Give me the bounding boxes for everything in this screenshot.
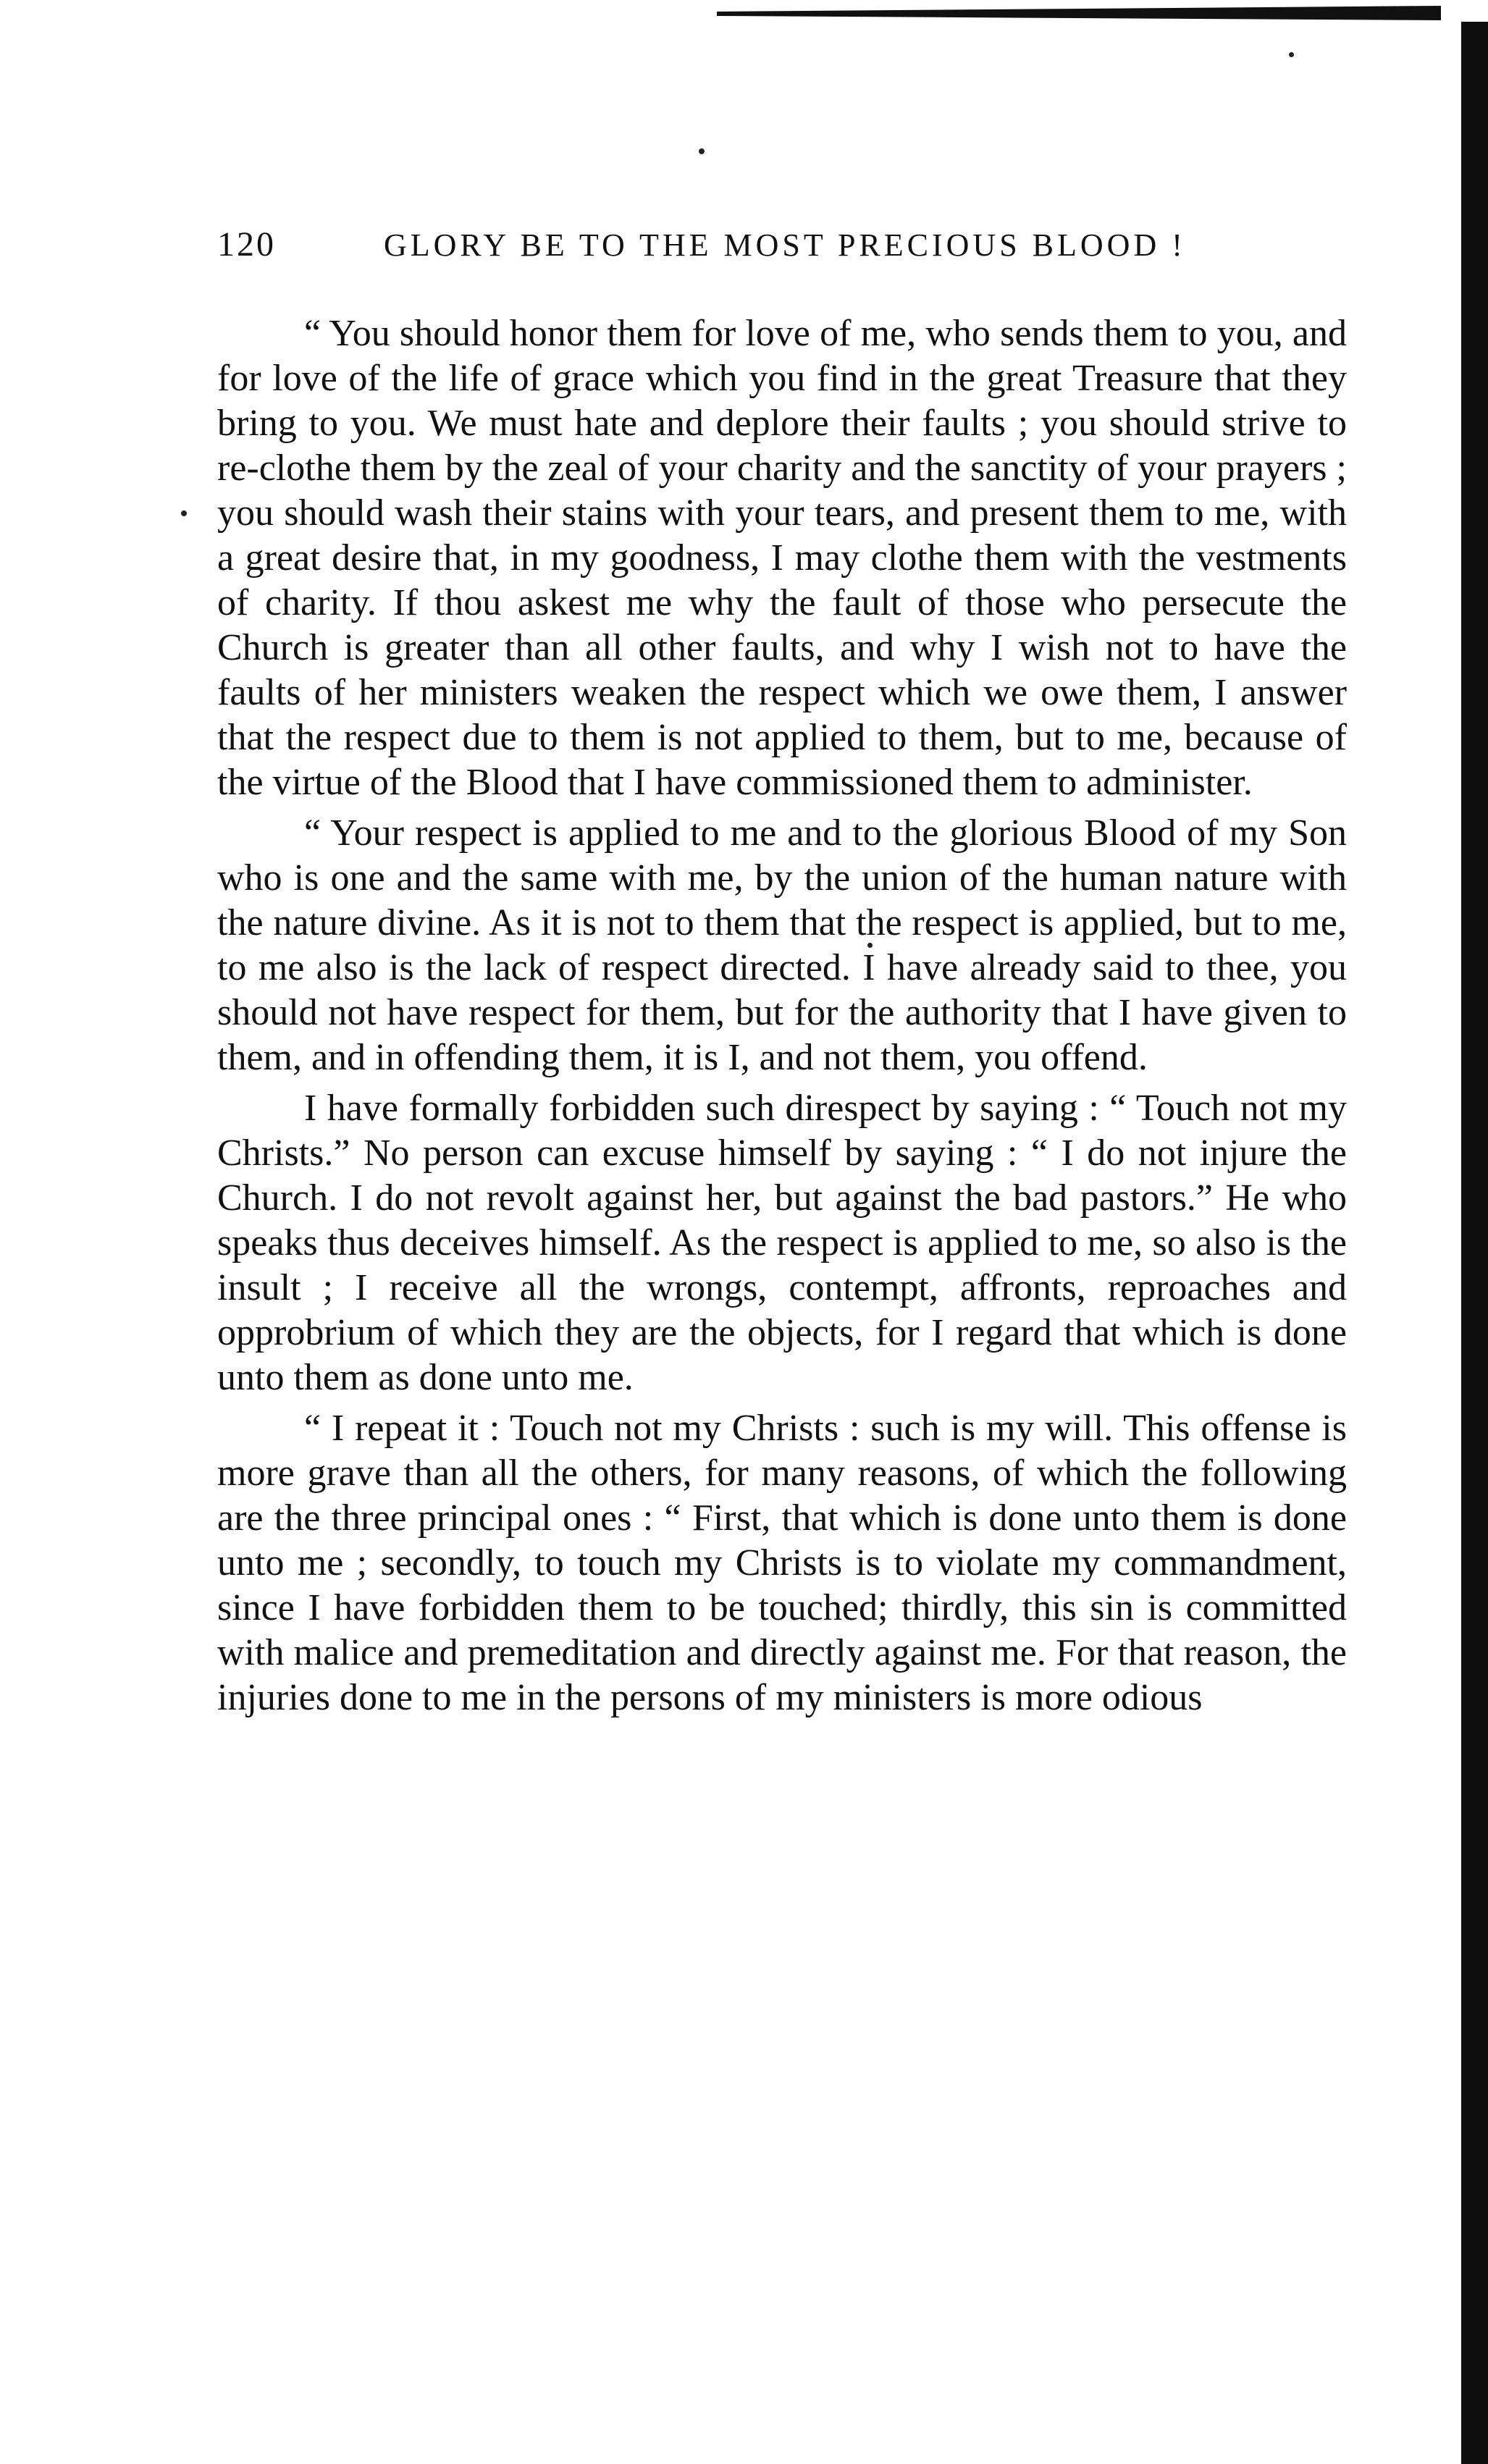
body-paragraph: “ Your respect is applied to me and to the glorious Blood of my Son who is one and the same with me, by the union of the human nature with the nature divine. As it is not to them that the respect is applied, but to me, to me also is the lack of respect directed. I have already said to thee, you should not have respect for them, but for the authority that I have given to them, and in offending them, it is I, and not them, you offend. — [217, 812, 1347, 1078]
page-number: 120 — [217, 225, 276, 264]
body-paragraph: I have formally forbidden such direspect by saying : “ Touch not my Christs.” No person can excuse himself by saying : “ I do not injure the Church. I do not revolt against her, but against the bad pastors.” He who speaks thus deceives himself. As the respect is applied to me, so also is the insult ; I receive all the wrongs, contempt, affronts, reproaches and opprobrium of which they are the objects, for I regard that which is done unto them as done unto me. — [217, 1088, 1347, 1398]
top-edge-rule — [717, 6, 1441, 20]
running-head-title: GLORY BE TO THE MOST PRECIOUS BLOOD ! — [384, 227, 1186, 263]
body-paragraph: “ I repeat it : Touch not my Christs : such is my will. This offense is more grave than all the others, for many reasons, of which the following are the three principal ones : “ First, that which is done unto them is done unto me ; secondly, to touch my Christs is to violate my commandment, since I have forbidden them to be touched; thirdly, this sin is committed with malice and premeditation and directly against me. For that reason, the injuries done to me in the persons of my ministers is more odious — [217, 1408, 1347, 1718]
page-edge-shadow — [1461, 22, 1488, 2464]
book-page — [217, 224, 1347, 1726]
scan-speck — [181, 510, 187, 516]
body-paragraph: “ You should honor them for love of me, who sends them to you, and for love of the life of grace which you find in the great Treasure that they bring to you. We must hate and deplore their faults ; you should strive to re-clothe them by the zeal of your charity and the sanctity of your prayers ; you should wash their stains with your tears, and present them to me, with a great desire that, in my goodness, I may clothe them with the vestments of charity. If thou askest me why the fault of those who persecute the Church is greater than all other faults, and why I wish not to have the faults of her ministers weaken the respect which we owe them, I answer that the respect due to them is not applied to them, but to me, because of the virtue of the Blood that I have commissioned them to administer. — [217, 313, 1347, 803]
scan-speck — [1289, 52, 1294, 57]
scan-speck — [699, 148, 705, 154]
running-head — [217, 224, 1347, 282]
